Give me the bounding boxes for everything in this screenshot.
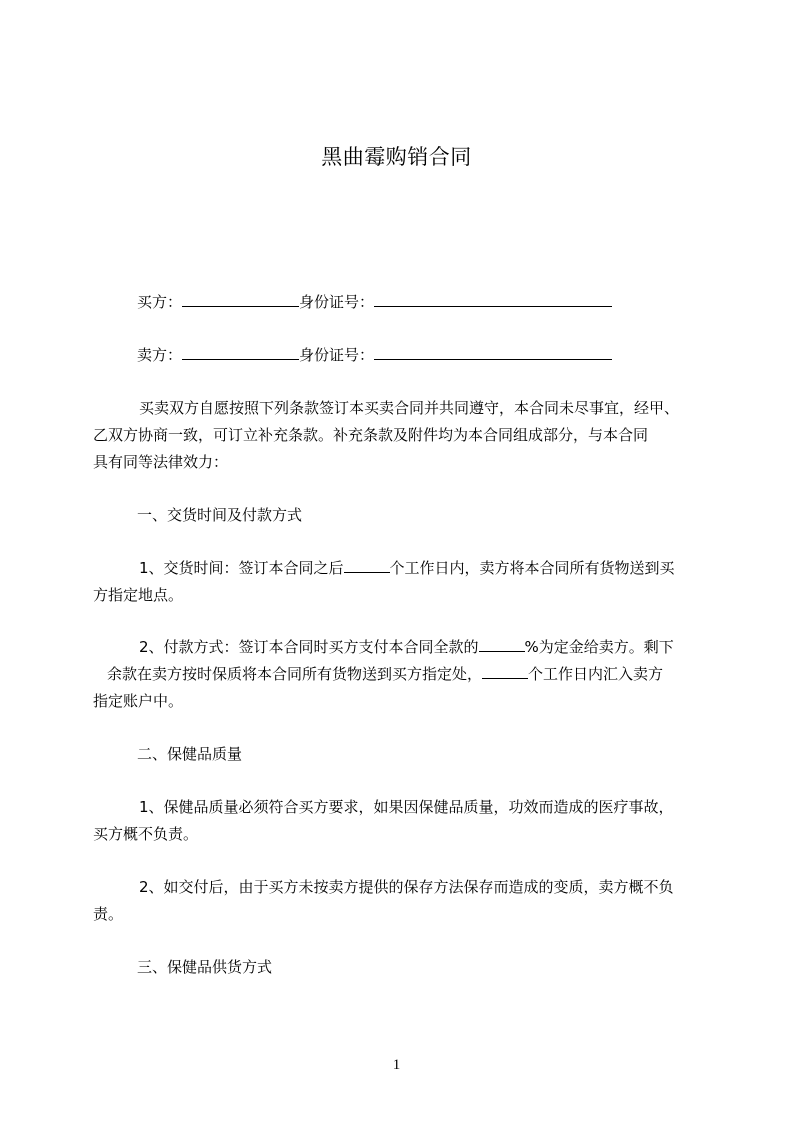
seller-name-blank [182, 345, 299, 360]
buyer-name-blank [182, 292, 299, 307]
clause-1-1-line-1 [139, 558, 675, 578]
clause-1-1-line-2: 方指定地点。 [93, 586, 184, 604]
seller-line [137, 345, 612, 365]
page-number: 1 [392, 1057, 401, 1073]
clause-1-2-line-2-after: 个工作日内汇入卖方 [528, 665, 664, 683]
buyer-id-blank [374, 292, 612, 307]
buyer-id-label: 身份证号： [299, 293, 375, 311]
clause-2-2-line-2: 责。 [93, 905, 124, 923]
seller-id-label: 身份证号： [299, 346, 375, 364]
section-3-heading: 三、保健品供货方式 [137, 958, 273, 976]
document-title: 黑曲霉购销合同 [321, 145, 472, 169]
section-1-heading: 一、交货时间及付款方式 [137, 506, 303, 524]
buyer-line [137, 292, 612, 312]
clause-1-1-text-before: 1、交货时间：签订本合同之后 [139, 559, 344, 577]
seller-label: 卖方： [137, 346, 183, 364]
clause-1-2-line-2-before: 余款在卖方按时保质将本合同所有货物送到买方指定处， [107, 665, 483, 683]
clause-1-2-text-before: 2、付款方式：签订本合同时买方支付本合同全款的 [139, 638, 479, 656]
clause-1-2-line-1 [139, 637, 674, 657]
clause-2-2-line-1: 2、如交付后，由于买方未按卖方提供的保存方法保存而造成的变质，卖方概不负 [139, 878, 674, 896]
intro-line-3: 具有同等法律效力： [93, 453, 229, 471]
clause-1-2-text-after: %为定金给卖方。剩下 [524, 638, 674, 656]
clause-1-2-line-2 [107, 664, 663, 684]
intro-line-1: 买卖双方自愿按照下列条款签订本买卖合同并共同遵守，本合同未尽事宜，经甲、 [139, 399, 680, 417]
buyer-label: 买方： [137, 293, 183, 311]
clause-2-1-line-2: 买方概不负责。 [93, 825, 199, 843]
clause-1-1-text-after: 个工作日内，卖方将本合同所有货物送到买 [389, 559, 675, 577]
seller-id-blank [374, 345, 612, 360]
deposit-percent-blank [479, 637, 525, 652]
clause-2-1-line-1: 1、保健品质量必须符合买方要求，如果因保健品质量，功效而造成的医疗事故， [139, 798, 674, 816]
section-2-heading: 二、保健品质量 [137, 745, 243, 763]
intro-line-2: 乙双方协商一致，可订立补充条款。补充条款及附件均为本合同组成部分，与本合同 [93, 426, 649, 444]
remittance-days-blank [482, 664, 528, 679]
clause-1-2-line-3: 指定账户中。 [93, 692, 184, 710]
delivery-days-blank [344, 558, 390, 573]
